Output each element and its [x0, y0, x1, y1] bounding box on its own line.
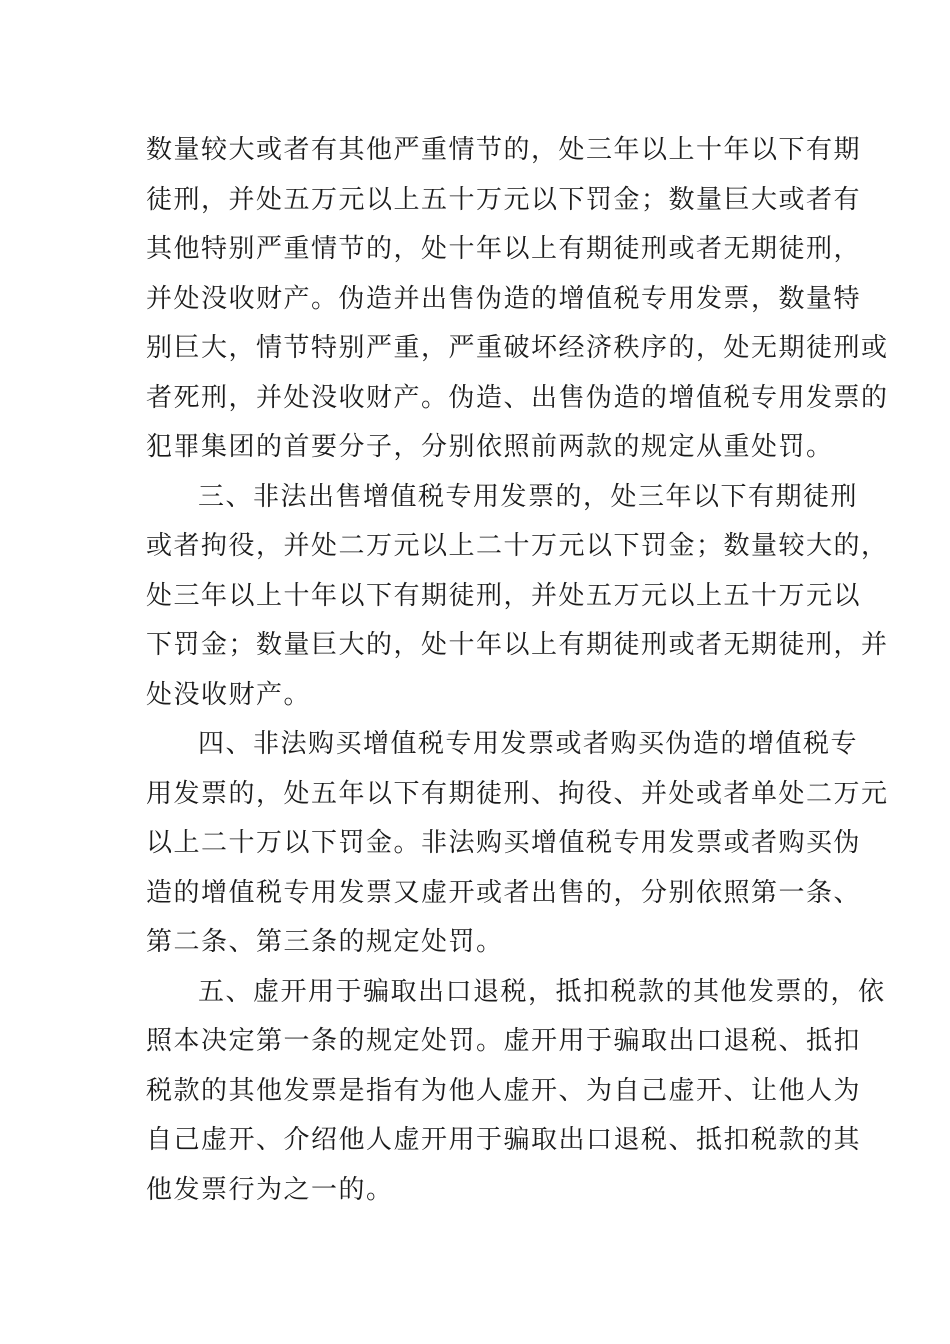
- text-line: 照本决定第一条的规定处罚。虚开用于骗取出口退税、抵扣: [146, 1026, 862, 1056]
- text-line: 处没收财产。: [146, 679, 312, 710]
- paragraph-article-5: [146, 968, 886, 1216]
- text-line: 他发票行为之一的。: [146, 1174, 394, 1205]
- paragraph-continuation: [146, 126, 889, 473]
- text-line: 徒刑，并处五万元以上五十万元以下罚金；数量巨大或者有: [146, 184, 862, 215]
- text-line: 处三年以上十年以下有期徒刑，并处五万元以上五十万元以: [146, 580, 862, 611]
- text-line: 造的增值税专用发票又虚开或者出售的，分别依照第一条、: [146, 877, 862, 908]
- text-line: 犯罪集团的首要分子，分别依照前两款的规定从重处罚。: [146, 432, 834, 462]
- paragraph-article-3: [146, 473, 889, 721]
- text-line: 用发票的，处五年以下有期徒刑、拘役、并处或者单处二万元: [146, 778, 889, 809]
- text-line: 者死刑，并处没收财产。伪造、出售伪造的增值税专用发票的: [146, 382, 889, 413]
- text-line: 数量较大或者有其他严重情节的，处三年以上十年以下有期: [146, 135, 862, 165]
- text-line: 其他特别严重情节的，处十年以上有期徒刑或者无期徒刑，: [146, 234, 862, 264]
- text-line: 五、虚开用于骗取出口退税，抵扣税款的其他发票的，依: [198, 976, 886, 1007]
- text-line: 第二条、第三条的规定处罚。: [146, 927, 504, 957]
- text-line: 四、非法购买增值税专用发票或者购买伪造的增值税专: [198, 729, 859, 759]
- text-line: 税款的其他发票是指有为他人虚开、为自己虚开、让他人为: [146, 1075, 862, 1106]
- text-line: 三、非法出售增值税专用发票的，处三年以下有期徒刑: [198, 481, 859, 512]
- text-line: 别巨大，情节特别严重，严重破坏经济秩序的，处无期徒刑或: [146, 333, 889, 363]
- document-page: [146, 126, 889, 1215]
- paragraph-article-4: [146, 720, 889, 968]
- text-line: 并处没收财产。伪造并出售伪造的增值税专用发票，数量特: [146, 283, 862, 314]
- text-line: 自己虚开、介绍他人虚开用于骗取出口退税、抵扣税款的其: [146, 1125, 862, 1155]
- text-line: 以上二十万以下罚金。非法购买增值税专用发票或者购买伪: [146, 828, 862, 858]
- text-line: 下罚金；数量巨大的，处十年以上有期徒刑或者无期徒刑，并: [146, 630, 889, 660]
- text-line: 或者拘役，并处二万元以上二十万元以下罚金；数量较大的，: [146, 531, 889, 561]
